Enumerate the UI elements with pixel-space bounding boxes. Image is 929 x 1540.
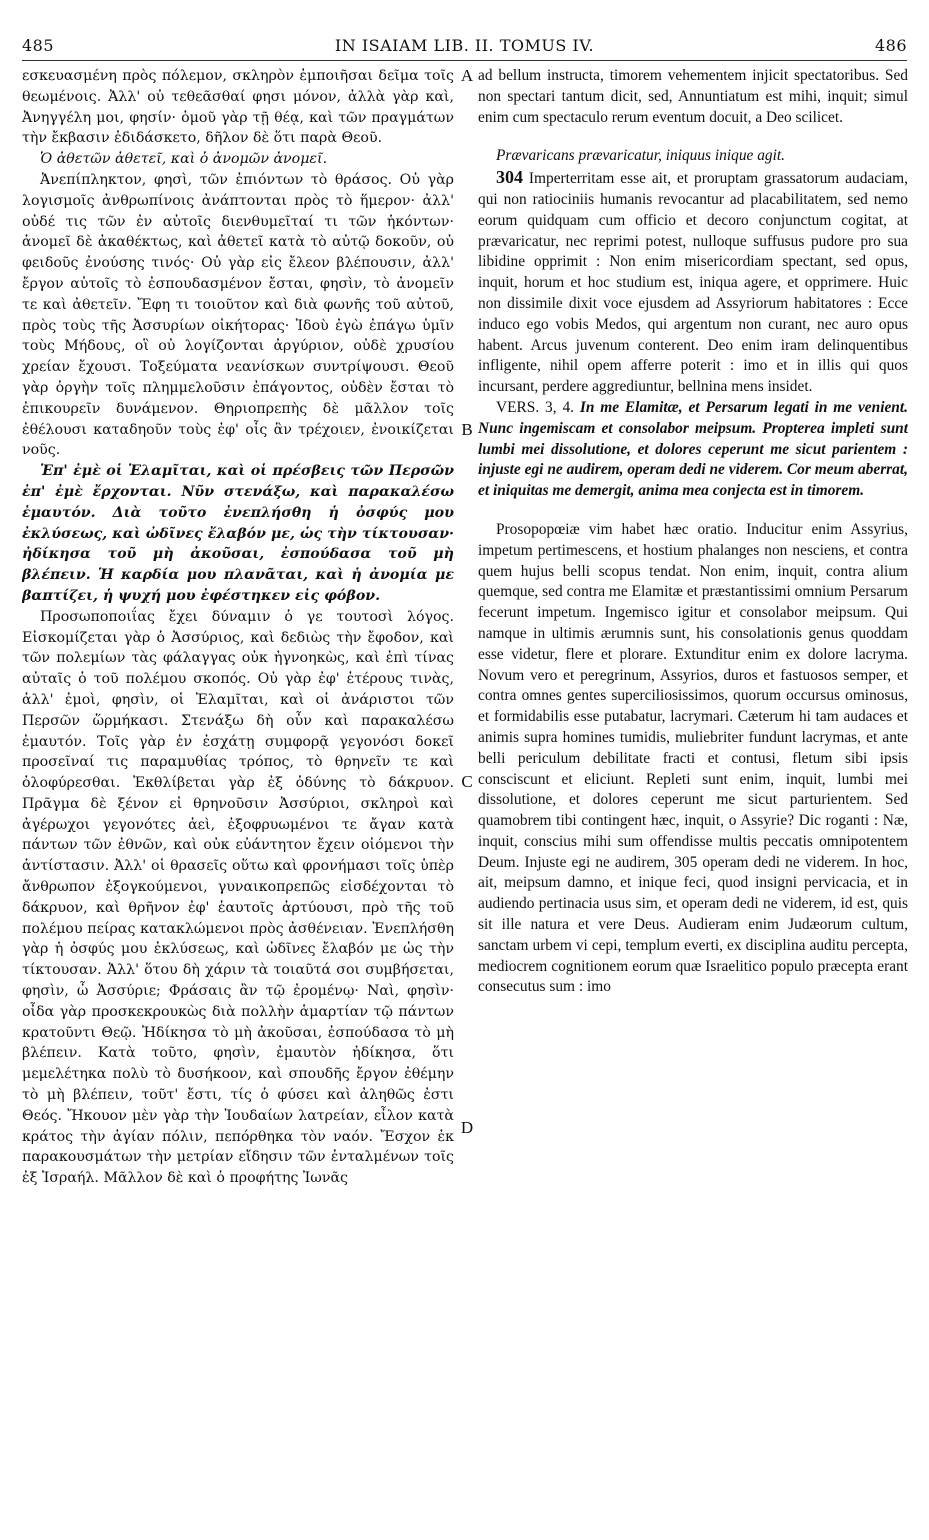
header-rule: [22, 60, 907, 61]
latin-lemma: Prævaricans prævaricatur, iniquus inique agit.: [496, 147, 786, 165]
latin-column: [478, 66, 908, 1534]
spacer: [478, 128, 908, 146]
greek-paragraph: Ἀνεπίπληκτον, φησὶ, τῶν ἐπιόντων τὸ θράσος. Οὐ γὰρ λογισμοῖς ἀνθρωπίνοις ἀνάπτονται πρὸς τὸ ἥμερον· ἀλλ' οὐδέ τις τῶν ἐν αὐτοῖς διενθυμεῖταί τι τῶν ἡκόντων· ἀνομεῖ δὲ ἀκαθέκτως, καὶ ἀθετεῖ κατὰ τὸ αὐτῷ δοκοῦν, οὐ φειδοῦς ἐνούσης τινός· Οὐ γὰρ εἰς ἔλεον βλέπουσιν, ἀλλ' ἔργον αὐτοῖς τὸ ἐσπουδασμένον ἔσται, φησὶν, τὸ ἀνομεῖν τε καὶ ἀθετεῖν. Ἔφη τι τοιοῦτον καὶ διὰ φωνῆς τοῦ αὐτοῦ, πρὸς τοὺς τῆς Ἀσσυρίων οἰκήτορας· Ἰδοὺ ἐγὼ ἐπάγω ὑμῖν τοὺς Μήδους, οἳ οὐ λογίζονται ἀργύριον, οὐδὲ χρυσίου χρείαν ἔχουσι. Τοξεύματα νεανίσκων συντρίψουσι. Θεοῦ γὰρ ὀργὴν τοῖς πλημμελοῦσιν ἐπάγοντος, οὐδὲν ἔσται τὸ ἐπικουρεῖν δυνάμενον. Θηριοπρεπὴς δὲ μᾶλλον τοῖς ἐθέλουσι καταδηοῦν τοὺς ἐφ' οἷς ἂν τρέχοιεν, ἐνοικίζεται νοῦς.: [22, 171, 454, 459]
latin-paragraph: Prosopopœiæ vim habet hæc oratio. Inducitur enim Assyrius, impetum pertimescens, et hostium phalanges non nesciens, et contra quem hujus belli scopus tendat. Non enim, inquit, contra alium quemque, sed contra me Elamitæ et præstantissimi omnium Persarum fecerunt impetum. Ingemisco igitur et consolabor meipsum. Qui namque in ultimis ærumnis sunt, his consolationis genus quoddam esse videtur, flere et plorare. Extunditur enim ex dolore lacryma. Novum vero et peregrinum, Assyrios, duros et fastuosos semper, et contra omnes gentes superciliosissimos, quorum occursus ominosus, et formidabilis esse putabatur, lacrymari. Cæterum hi tam audaces et animis supra homines tumidis, muliebriter fundunt lacrymas, et ante belli periculum debilitate fracti et contusi, fletum sibi ipsis consciscunt et eliciunt. Repleti sunt enim, inquit, lumbi mei dissolutione, et dolores ceperunt me sicut parturientem. Sed quamobrem tibi contingent hæc, inquit, o Assyrie? Dic roganti : Næ, inquit, conscius mihi sum offendisse multis peccatis omnipotentem Deum. Injuste egi ne audirem, 305 operam dedi ne viderem. In hoc, ait, meipsum damno, et inique feci, quod insigni pervicacia, et in audiendo pertinacia usus sim, et operam dedi ne viderem, id est, quis sit ille natura et vere Deus. Audieram enim Judæorum cultum, sanctam urbem vi cepi, templum everti, ex disciplina auditu percepta, mediocrem cognitionem eorum quæ Israelitico populo præcepta erant consecutus sum : imo: [478, 520, 908, 996]
running-head: [22, 36, 907, 60]
margin-marker-d: D: [460, 1118, 474, 1137]
latin-paragraph: ad bellum instructa, timorem vehementem injicit spectatoribus. Sed non spectari tantum dicit, sed, Annuntiatum est mihi, inquit; simul enim cum spectaculo rerum eventum docuit, a Deo scilicet.: [478, 67, 908, 126]
greek-paragraph: εσκευασμένη πρὸς πόλεμον, σκληρὸν ἐμποιῆσαι δεῖμα τοῖς θεωμένοις. Ἀλλ' οὐ τεθεᾶσθαί φησι μόνον, ἀλλὰ γὰρ καὶ, Ἀνηγγέλη μοι, φησίν· ὁμοῦ γὰρ τῇ θέᾳ, καὶ τῶν πραγμάτων τὴν ἔκβασιν ἐδιδάσκετο, δῆλον δὲ ὅτι παρὰ Θεοῦ.: [22, 68, 454, 147]
verse-text: In me Elamitæ, et Persarum legati in me venient. Nunc ingemiscam et consolabor meipsum. Propterea impleti sunt lumbi mei dissolutione, et dolores ceperunt me sicut parientem : injuste egi ne audirem, operam dedi ne viderem. Cor meum aberrat, et iniquitas me demergit, anima mea conjecta est in timorem.: [478, 398, 908, 500]
verse-label: VERS. 3, 4.: [496, 398, 574, 416]
latin-paragraph-text: Imperterritam esse ait, et proruptam grassatorum audaciam, qui non ratiociniis humanis revocantur ad placabilitatem, sed nemo eorum quidquam cum officio et decoro conjunctum cogitat, at prævaricatur, nec reprimi potest, nulloque suffusus pudore pro sua libidine opprimit : Non enim misericordiam spectant, sed opus, inquit, horum et hoc studium est, iniqua agere, et opprimere. Huic non dissimile dixit voce ejusdem ad Assyriorum habitatores : Ecce induco ego vobis Medos, qui argentum non curant, nec auro opus habent. Arcus juvenum conterent. Deo enim iram delinquentibus infligente, nihil opem afferre poterit : imo et in illis qui quos incursant, perdere aggrediuntur, bellnina mens insidet.: [478, 170, 908, 396]
greek-paragraph: Προσωποποιΐας ἔχει δύναμιν ὁ γε τουτοσὶ λόγος. Εἰσκομίζεται γὰρ ὁ Ἀσσύριος, καὶ δεδιὼς τὴν ἔφοδον, καὶ τῶν πολεμίων τὰς φάλαγγας οὐκ ἠγνοηκὼς, καὶ ἐπὶ τίνας αὐταῖς ὁ τοῦ πολέμου σκοπός. Οὐ γὰρ ἐφ' ἑτέρους τινὰς, ἀλλ' ἐμοὶ, φησὶν, οἱ Ἐλαμῖται, καὶ οἱ ἀνάριστοι τῶν Περσῶν ὥρμήκασι. Στενάξω δὴ οὖν καὶ παρακαλέσω ἐμαυτόν. Τοῖς γὰρ ἐν ἐσχάτῃ συμφορᾷ γεγονόσι δοκεῖ προσεῖναί τις παραμυθίας τρόπος, τὸ θρηνεῖν τε καὶ ὀλοφύρεσθαι. Ἐκθλίβεται γὰρ ἐξ ὀδύνης τὸ δάκρυον. Πρᾶγμα δὲ ξένον εἰ θρηνοῦσιν Ἀσσύριοι, σκληροὶ καὶ ἀγέρωχοι γεγονότες ἀεὶ, ἐξοφρυωμένοι τε ἄγαν κατὰ πάντων τῶν ἐθνῶν, καὶ οὐκ εὐάντητον ἔχειν οἰόμενοι τὴν ἀντίστασιν. Ἀλλ' οἱ θρασεῖς οὕτω καὶ φρονήμασι τοῖς ὑπὲρ ἄνθρωπον ἐξογκούμενοι, γυναικοπρεπῶς εἰσδέχονται τὸ δάκρυον, καὶ θρῆνον ἐφ' ἑαυτοῖς ἀρτύουσι, πρὸ τῆς τοῦ πολέμου πείρας κατακλώμενοι πρὸς ἀσθένειαν. Ἐνεπλήσθη γὰρ ἡ ὀσφύς μου ἐκλύσεως, καὶ ὠδῖνες ἔλαβόν με ὡς τὴν τίκτουσαν. Ἀλλ' ὅτου δὴ χάριν τὰ τοιαῦτά σοι συμβήσεται, φησὶν, ὦ Ἀσσύριε; Φράσαις ἂν τῷ ἐρομένῳ· Ναὶ, φησὶν· οἶδα γὰρ προσκεκρουκὼς διὰ πολλὴν ἁμαρτίαν τῷ πάντων κρατοῦντι Θεῷ. Ἠδίκησα τὸ μὴ ἀκοῦσαι, ἐσπούδασα τὸ μὴ βλέπειν. Κατὰ τοῦτο, φησὶν, ἐμαυτὸν ἠδίκησα, ὅτι μεμελέτηκα πολὺ τὸ δυσήκοον, καὶ σπουδῆς ἔργον ἐθέμην τὸ μὴ βλέπειν, τοῦτ' ἔστι, τίς ὁ φύσει καὶ ἀληθῶς ἐστι Θεός. Ἤκουον μὲν γὰρ τὴν Ἰουδαίων λατρείαν, εἶλον κατὰ κράτος τὴν ἁγίαν πόλιν, πεπόρθηκα τὸν ναόν. Ἔσχον ἐκ παρακουσμάτων τὴν μετρίαν εἴδησιν τῶν ἐνταλμένων τοῖς ἐξ Ἰσραήλ. Μᾶλλον δὲ καὶ ὁ προφήτης Ἰωνᾶς: [22, 608, 454, 1187]
column-number: 304: [496, 167, 523, 188]
margin-marker-c: C: [461, 772, 473, 791]
latin-verse: [478, 398, 908, 502]
page-number-left: 485: [22, 36, 55, 55]
running-title: IN ISAIAM LIB. II. TOMUS IV.: [334, 36, 595, 55]
page-number-right: 486: [874, 36, 907, 55]
spacer: [478, 502, 908, 520]
latin-paragraph: [478, 167, 908, 398]
greek-lemma: Ἐπ' ἐμὲ οἱ Ἐλαμῖται, καὶ οἱ πρέσβεις τῶν Περσῶν ἐπ' ἐμὲ ἔρχονται. Νῦν στενάξω, καὶ παρακαλέσω ἐμαυτόν. Διὰ τοῦτο ἐνεπλήσθη ἡ ὀσφύς μου ἐκλύσεως, καὶ ὠδῖνες ἔλαβόν με, ὡς τὴν τίκτουσαν· ἠδίκησα τοῦ μὴ ἀκοῦσαι, ἐσπούδασα τοῦ μὴ βλέπειν. Ἡ καρδία μου πλανᾶται, καὶ ἡ ἀνομία με βαπτίζει, ἡ ψυχή μου ἐφέστηκεν εἰς φόβον.: [22, 463, 454, 604]
greek-column: [22, 66, 454, 1534]
margin-marker-a: A: [460, 66, 474, 85]
greek-lemma: Ὁ ἀθετῶν ἀθετεῖ, καὶ ὁ ἀνομῶν ἀνομεῖ.: [40, 151, 328, 168]
margin-marker-b: B: [461, 420, 473, 439]
